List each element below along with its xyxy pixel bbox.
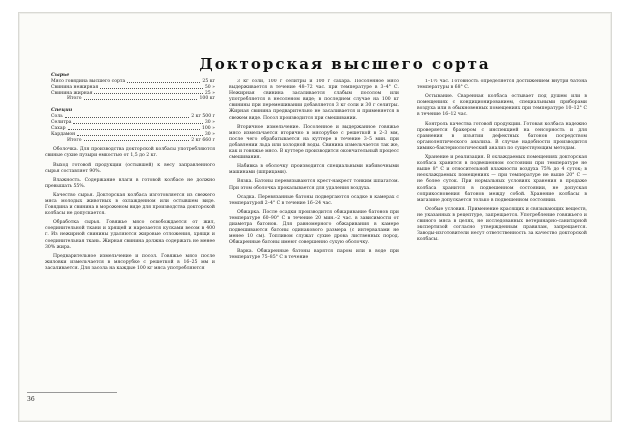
dot-leader bbox=[65, 114, 190, 118]
paragraph: Контроль качества готовой продукции. Готовая колбаса надежно проверяется бракером с инспекцией на сенсорность и для сравнения в изъятии дефектных батонов посредством органолептического анализа. В случае надобности производится химико-бактериологический анализ по существующим методам. bbox=[417, 121, 587, 151]
dot-leader bbox=[84, 138, 190, 142]
spice-total-value: 2 кг 660 г bbox=[191, 137, 215, 143]
paragraph: Варка. Обжаренные батоны варятся паром или в воде при температуре 75–85° С в течение bbox=[229, 249, 399, 261]
spices-list bbox=[45, 114, 215, 137]
paragraph: Оболочка. Для производства докторской колбасы употребляются свиные сухие пузыри емкостью от 1,5 до 2 кг. bbox=[45, 147, 215, 159]
page-title: Докторская высшего сорта bbox=[199, 55, 491, 73]
paragraph: Вторичное измельчение. Посоленное и выдержанное говяжье мясо измельчается вторично в мясорубке с решеткой в 2–3 мм, после чего обрабатывается на куттере в течение 3–5 мин. при добавлении льда или холодной воды. Свинина измельчается так же, как и говяжье мясо. В куттере производится окончательный процесс смешивания. bbox=[229, 124, 399, 161]
raw-total-label: Итого bbox=[67, 96, 82, 102]
dot-leader bbox=[127, 79, 200, 83]
dot-leader bbox=[77, 132, 203, 136]
dot-leader bbox=[94, 91, 202, 95]
page-number: 36 bbox=[27, 396, 35, 403]
raw-materials-list bbox=[45, 79, 215, 96]
column-1-paragraphs bbox=[45, 147, 215, 272]
paragraph: Вязка. Батоны перевязываются крест-накрест тонким шпагатом. При этом оболочка прокалывается для удаления воздуха. bbox=[229, 179, 399, 191]
dot-leader bbox=[100, 85, 203, 89]
spices-qty: 2 кг 500 г bbox=[191, 114, 215, 120]
spices-name: Соль bbox=[51, 114, 63, 120]
column-2 bbox=[229, 79, 399, 405]
spices-qty: 100 » bbox=[201, 125, 215, 131]
paragraph: 3 кг соли, 100 г селитры и 100 г сахара. Посоленное мясо выдерживается в течение 48–72 час. при температуре в 3–4° С. Нежирная свинина засаливается слабым посолом или употребляется в несоленом виде; в последнем случае на 100 кг свинины при перемешивании добавляется 3 кг соли и 30 г селитры. Жирная свинина предварительно не засаливается и применяется в свежем виде. Посол производится при смешивании. bbox=[229, 79, 399, 121]
raw-name: Свинина нежирная bbox=[51, 84, 99, 90]
paragraph: Обработка сырья. Говяжье мясо освобождается от жил, соединительной ткани и хрящей и нарезается кусками весом в 400 г. Из нежирной свинины удаляются жировые отложения, хрящи и соединительная ткань. Жирная свинина должна содержать не менее 30% жира. bbox=[45, 220, 215, 250]
paragraph: Набивка в оболочку производится специальными набивочными машинами (шприцами). bbox=[229, 164, 399, 176]
spices-name: Кардамон bbox=[51, 131, 76, 137]
column-3-paragraphs bbox=[417, 79, 587, 243]
paragraph: Хранение и реализация. В охлаждаемых помещениях докторская колбаса хранится в подвешенном состоянии при температуре не выше 8° С и относительной влажности воздуха 75% до 4 суток; в неохлаждаемых помещениях — при температуре не выше 20° С — не более суток. При нормальных условиях хранения в продаже колбаса хранится в подвешенном состоянии, не допуская соприкосновения батонов между собой. Хранение колбасы в магазине допускается только в подвешенном состоянии. bbox=[417, 155, 587, 203]
dot-leader bbox=[73, 120, 202, 124]
column-3 bbox=[417, 79, 587, 405]
book-page bbox=[18, 12, 612, 422]
paragraph: Остывание. Сваренная колбаса остывает под душем или в помещениях с кондиционированием, специальными приборами воздуха или в обыкновенных помещениях при температуре 10–12° С в течение 16–12 час. bbox=[417, 94, 587, 118]
text-columns bbox=[45, 47, 587, 407]
raw-qty: 50 » bbox=[204, 84, 215, 90]
spices-qty: 30 » bbox=[204, 131, 215, 137]
raw-total-value: 100 кг bbox=[199, 96, 215, 102]
dot-leader bbox=[68, 126, 200, 130]
spice-total-label: Итого bbox=[67, 137, 82, 143]
column-2-paragraphs bbox=[229, 79, 399, 262]
paragraph: Обжарка. После осадки производится обжаривание батонов при температуре 60–90° С в течение 20 мин.–2 час. в зависимости от диаметра батонов. Для равномерного обжаривания в камере подвешиваются батоны одинакового размера (с интервалами не менее 10 см). Топливом служат сухие дрова лиственных пород. Обжаренные батоны имеют совершенно сухую оболочку. bbox=[229, 209, 399, 246]
column-1 bbox=[45, 71, 215, 401]
spices-name: Селитра bbox=[51, 120, 72, 126]
raw-qty: 25 кг bbox=[202, 79, 215, 85]
raw-heading: Сырье bbox=[51, 72, 70, 78]
paragraph: Влажность. Содержание влаги в готовой колбасе не должно превышать 55%. bbox=[45, 177, 215, 189]
paragraph: 1–1½ час. Готовность определяется достижением внутри батона температуры в 68° С. bbox=[417, 79, 587, 91]
paragraph: Выход готовой продукции (остывшей) к весу заправленного сырья составляет 90%. bbox=[45, 162, 215, 174]
page-content bbox=[45, 47, 587, 407]
spice-heading: Специи bbox=[51, 107, 73, 114]
paragraph: Особые условия. Применение красящих и связывающих веществ, не указанных в рецептуре, запрещается. Употребление говяжьего и свиного мяса в целях, не исследованных ветеринарно-санитарной экспертизой согласно утвержденным правилам, запрещается. Заводы-изготовители несут ответственность за качество докторской колбасы. bbox=[417, 206, 587, 243]
paragraph: Предварительное измельчение и посол. Говяжье мясо после жиловки измельчается в мясорубке с решеткой в 16–25 мм и засаливается. Для засола на каждые 100 кг мяса употребляются bbox=[45, 253, 215, 271]
dot-leader bbox=[84, 96, 198, 100]
spices-qty: 30 » bbox=[204, 120, 215, 126]
paragraph: Осадка. Перевязанные батоны подвергаются осадке в камерах с температурой 2–4° С в течение 16–24 час. bbox=[229, 194, 399, 206]
paragraph: Качество сырья. Докторская колбаса изготовляется из свежего мяса молодых животных в охлажденном или остывшем виде. Говядина и свинина в мороженом виде для производства докторской колбасы не допускается. bbox=[45, 192, 215, 217]
raw-name: Свинина жирная bbox=[51, 90, 93, 96]
raw-qty: 25 » bbox=[204, 90, 215, 96]
spices-name: Сахар bbox=[51, 125, 66, 131]
footer-rule bbox=[27, 392, 117, 393]
raw-name: Мясо говядина высшего сорта bbox=[51, 79, 126, 85]
